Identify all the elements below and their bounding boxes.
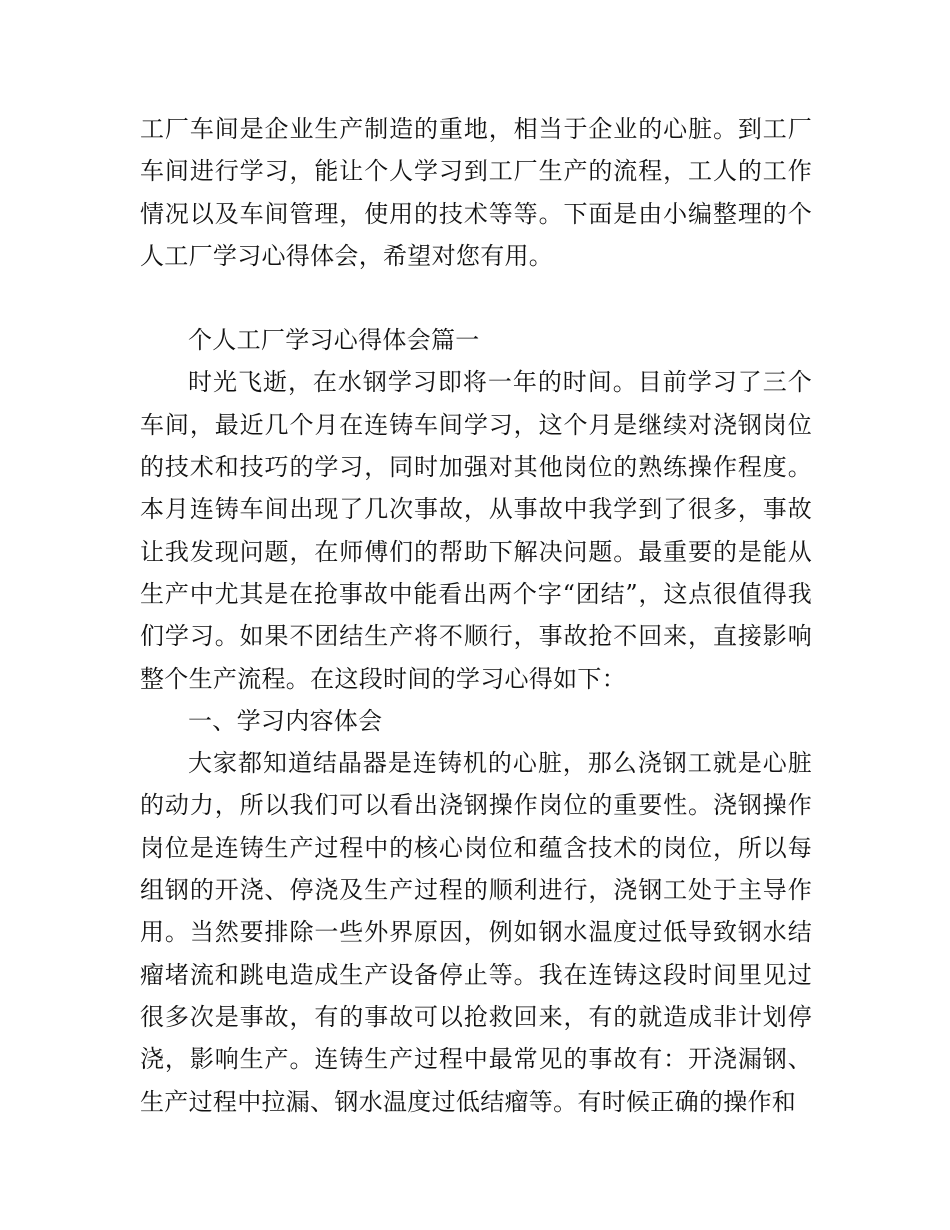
- paragraph-spacer: [140, 277, 812, 319]
- document-page: [140, 108, 812, 1123]
- section-title: 个人工厂学习心得体会篇一: [188, 326, 480, 355]
- body-paragraph-2: 大家都知道结晶器是连铸机的心脏，那么浇钢工就是心脏的动力，所以我们可以看出浇钢操作岗位的重要性。浇钢操作岗位是连铸生产过程中的核心岗位和蕴含技术的岗位，所以每组钢的开浇、停浇及生产过程的顺利进行，浇钢工处于主导作用。当然要排除一些外界原因，例如钢水温度过低导致钢水结瘤堵流和跳电造成生产设备停止等。我在连铸这段时间里见过很多次是事故，有的事故可以抢救回来，有的就造成非计划停浇，影响生产。连铸生产过程中最常见的事故有：开浇漏钢、生产过程中拉漏、钢水温度过低结瘤等。有时候正确的操作和: [140, 749, 812, 1116]
- intro-paragraph: 工厂车间是企业生产制造的重地，相当于企业的心脏。到工厂车间进行学习，能让个人学习到工厂生产的流程，工人的工作情况以及车间管理，使用的技术等等。下面是由小编整理的个人工厂学习心得体会，希望对您有用。: [140, 115, 812, 270]
- body-paragraph-1: 时光飞逝，在水钢学习即将一年的时间。目前学习了三个车间，最近几个月在连铸车间学习，这个月是继续对浇钢岗位的技术和技巧的学习，同时加强对其他岗位的熟练操作程度。本月连铸车间出现了几次事故，从事故中我学到了很多，事故让我发现问题，在师傅们的帮助下解决问题。最重要的是能从生产中尤其是在抢事故中能看出两个字“团结”，这点很值得我们学习。如果不团结生产将不顺行，事故抢不回来，直接影响整个生产流程。在这段时间的学习心得如下：: [140, 368, 812, 693]
- subheading: 一、学习内容体会: [188, 706, 383, 735]
